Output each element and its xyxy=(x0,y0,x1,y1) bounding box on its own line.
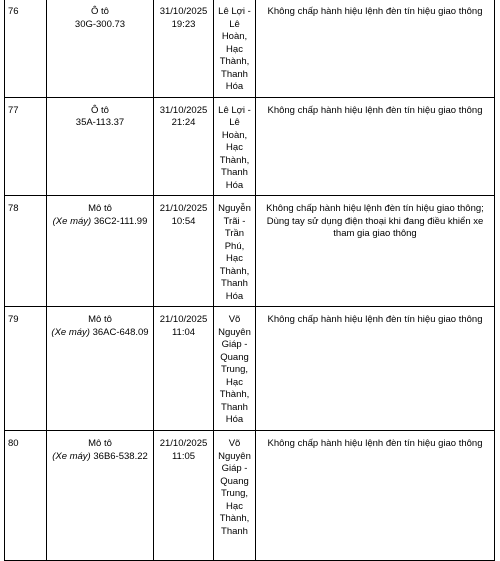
violation-location: Võ Nguyên Giáp - Quang Trung, Hạc Thành, Thanh Hóa xyxy=(218,314,251,425)
location-cell xyxy=(214,97,256,196)
datetime-cell xyxy=(154,97,214,196)
violation-date: 31/10/2025 xyxy=(159,104,208,116)
vehicle-cell xyxy=(47,0,154,97)
violations-table xyxy=(4,0,495,561)
datetime-cell xyxy=(154,431,214,561)
vehicle-cell xyxy=(47,431,154,561)
vehicle-cell xyxy=(47,307,154,431)
license-plate: 35A-113.37 xyxy=(75,117,125,128)
table-row xyxy=(5,0,495,97)
violation-time: 11:04 xyxy=(171,326,196,338)
violation-cell: Không chấp hành hiệu lệnh đèn tín hiệu giao thông; Dùng tay sử dụng điện thoại khi đang điều khiển xe tham gia giao thông xyxy=(256,196,495,307)
datetime-cell xyxy=(154,196,214,307)
location-cell xyxy=(214,196,256,307)
table-row xyxy=(5,431,495,561)
violation-location: Lê Lợi - Lê Hoàn, Hạc Thành, Thanh Hóa xyxy=(218,104,251,191)
violation-date: 21/10/2025 xyxy=(159,203,208,214)
violation-location: Võ Nguyên Giáp - Quang Trung, Hạc Thành, Thanh xyxy=(218,438,251,537)
table-row xyxy=(5,196,495,307)
row-number: 79 xyxy=(5,307,47,431)
vehicle-type: Ô tô xyxy=(91,104,109,116)
vehicle-cell xyxy=(47,97,154,196)
table-row xyxy=(5,307,495,431)
vehicle-type: Mô tô xyxy=(88,314,112,325)
violation-date: 21/10/2025 xyxy=(159,314,208,325)
violation-time: 10:54 xyxy=(171,215,196,227)
location-cell xyxy=(214,0,256,97)
violation-cell: Không chấp hành hiệu lệnh đèn tín hiệu giao thông xyxy=(256,431,495,561)
row-number: 77 xyxy=(5,97,47,196)
violation-time: 19:23 xyxy=(171,18,196,30)
datetime-cell xyxy=(154,307,214,431)
row-number: 76 xyxy=(5,0,47,97)
violation-date: 21/10/2025 xyxy=(159,438,208,449)
license-plate: 30G-300.73 xyxy=(74,18,126,30)
vehicle-type: Mô tô xyxy=(88,203,112,214)
table-row xyxy=(5,97,495,196)
vehicle-cell xyxy=(47,196,154,307)
license-plate: 36B6-538.22 xyxy=(93,450,148,462)
row-number: 78 xyxy=(5,196,47,307)
license-plate: 36AC-648.09 xyxy=(92,326,149,338)
vehicle-note: (Xe máy) xyxy=(52,215,92,227)
violation-cell: Không chấp hành hiệu lệnh đèn tín hiệu giao thông xyxy=(256,0,495,97)
datetime-cell xyxy=(154,0,214,97)
vehicle-note: (Xe máy) xyxy=(51,326,90,338)
location-cell xyxy=(214,431,256,561)
violation-cell: Không chấp hành hiệu lệnh đèn tín hiệu giao thông xyxy=(256,97,495,196)
violation-time: 11:05 xyxy=(171,450,196,462)
row-number: 80 xyxy=(5,431,47,561)
violation-cell: Không chấp hành hiệu lệnh đèn tín hiệu giao thông xyxy=(256,307,495,431)
violation-date: 31/10/2025 xyxy=(159,6,208,17)
vehicle-type: Ô tô xyxy=(91,6,109,17)
violation-location: Nguyễn Trãi - Trần Phú, Hạc Thành, Thanh Hóa xyxy=(218,203,251,302)
vehicle-note: (Xe máy) xyxy=(52,450,91,462)
violation-location: Lê Lợi - Lê Hoàn, Hạc Thành, Thanh Hóa xyxy=(218,6,251,92)
violation-time: 21:24 xyxy=(171,117,196,128)
license-plate: 36C2-111.99 xyxy=(93,215,148,227)
vehicle-type: Mô tô xyxy=(88,438,112,449)
location-cell xyxy=(214,307,256,431)
